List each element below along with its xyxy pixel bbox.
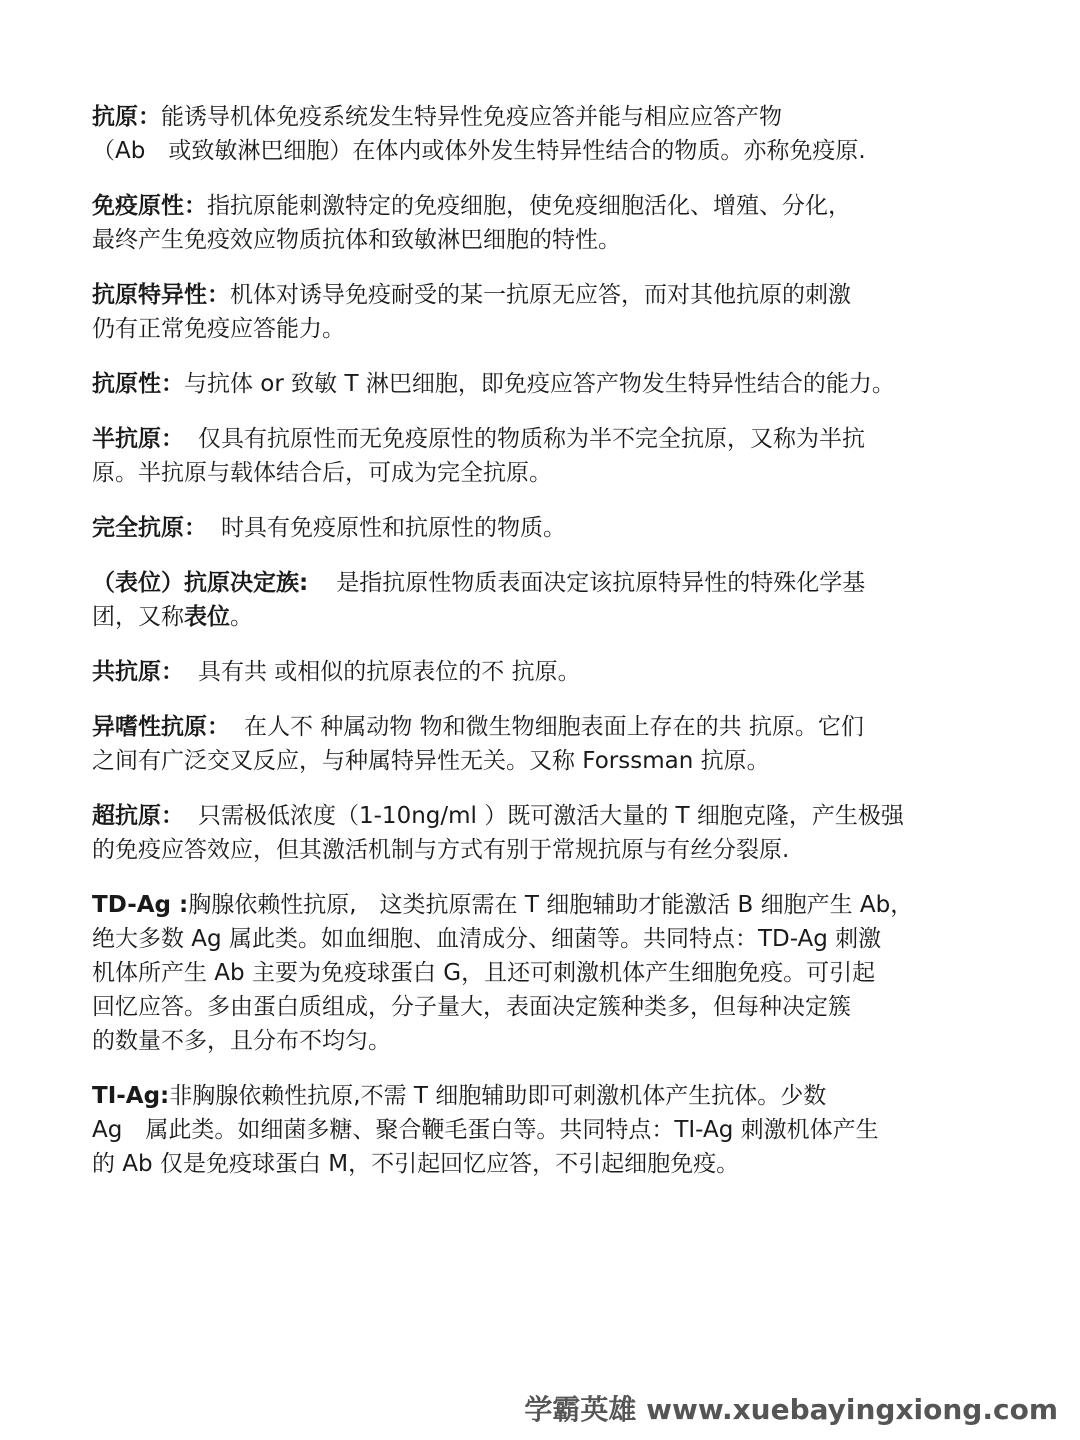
definition-text: 具有共 或相似的抗原表位的不 抗原。 <box>198 659 581 685</box>
definition-text: 时具有免疫原性和抗原性的物质。 <box>221 515 566 541</box>
definition-td-ag <box>92 888 1022 1058</box>
definition-text: 机体对诱导免疫耐受的某一抗原无应答，而对其他抗原的刺激 <box>230 282 851 308</box>
term-label: 异嗜性抗原： <box>92 714 230 740</box>
term-label: 超抗原： <box>92 803 184 829</box>
definition-text: （Ab 或致敏淋巴细胞）在体内或体外发生特异性结合的物质。亦称免疫原. <box>92 138 866 164</box>
definition-text: Ag 属此类。如细菌多糖、聚合鞭毛蛋白等。共同特点：TI-Ag 刺激机体产生 <box>92 1117 879 1143</box>
term-label: 抗原性： <box>92 371 184 397</box>
definition-text: 仅具有抗原性而无免疫原性的物质称为半不完全抗原，又称为半抗 <box>198 426 865 452</box>
term-label: 抗原： <box>92 104 161 130</box>
definition-text: 胸腺依赖性抗原, 这类抗原需在 T 细胞辅助才能激活 B 细胞产生 Ab， <box>188 892 914 918</box>
definition-text: 绝大多数 Ag 属此类。如血细胞、血清成分、细菌等。共同特点：TD-Ag 刺激 <box>92 926 882 952</box>
definition-heterophile-antigen <box>92 710 1022 778</box>
definition-text: 指抗原能刺激特定的免疫细胞，使免疫细胞活化、增殖、分化， <box>207 193 851 219</box>
definition-text: 仍有正常免疫应答能力。 <box>92 316 345 342</box>
term-label: TD-Ag : <box>92 892 189 918</box>
definition-text: 非胸腺依赖性抗原,不需 T 细胞辅助即可刺激机体产生抗体。少数 <box>169 1083 827 1109</box>
definition-common-antigen <box>92 655 1022 689</box>
definition-text: 的数量不多，且分布不均匀。 <box>92 1028 391 1054</box>
definition-epitope <box>92 566 1022 634</box>
definition-text: 在人不 种属动物 物和微生物细胞表面上存在的共 抗原。它们 <box>244 714 864 740</box>
term-label: 抗原特异性： <box>92 282 230 308</box>
definition-ti-ag <box>92 1079 1022 1181</box>
term-label: TI-Ag: <box>92 1083 170 1109</box>
definition-text: 机体所产生 Ab 主要为免疫球蛋白 G，且还可刺激机体产生细胞免疫。可引起 <box>92 960 876 986</box>
definition-hapten <box>92 422 1022 490</box>
definition-immunogenicity <box>92 189 1022 257</box>
term-label: （表位）抗原决定族: <box>92 570 309 596</box>
document-body <box>92 100 1022 1202</box>
term-label: 完全抗原： <box>92 515 207 541</box>
definition-antigen-specificity <box>92 278 1022 346</box>
site-watermark: 学霸英雄 www.xuebayingxiong.com <box>524 1393 1058 1426</box>
definition-text: 是指抗原性物质表面决定该抗原特异性的特殊化学基 <box>336 570 866 596</box>
definition-text: 的 Ab 仅是免疫球蛋白 M，不引起回忆应答，不引起细胞免疫。 <box>92 1151 740 1177</box>
term-label: 免疫原性： <box>92 193 207 219</box>
definition-text: 回忆应答。多由蛋白质组成，分子量大，表面决定簇种类多，但每种决定簇 <box>92 994 851 1020</box>
definition-text: 的免疫应答效应，但其激活机制与方式有别于常规抗原与有丝分裂原. <box>92 837 790 863</box>
definition-text: 与抗体 or 致敏 T 淋巴细胞，即免疫应答产物发生特异性结合的能力。 <box>184 371 895 397</box>
term-label: 表位 <box>184 604 230 630</box>
definition-superantigen <box>92 799 1022 867</box>
definition-text: 原。半抗原与载体结合后，可成为完全抗原。 <box>92 460 552 486</box>
definition-text: 只需极低浓度（1-10ng/ml ）既可激活大量的 T 细胞克隆，产生极强 <box>198 803 904 829</box>
definition-text: 团，又称 <box>92 604 184 630</box>
definition-complete-antigen <box>92 511 1022 545</box>
definition-text: 能诱导机体免疫系统发生特异性免疫应答并能与相应应答产物 <box>161 104 782 130</box>
definition-text: 。 <box>230 604 253 630</box>
definition-text: 之间有广泛交叉反应，与种属特异性无关。又称 Forssman 抗原。 <box>92 748 770 774</box>
term-label: 共抗原： <box>92 659 184 685</box>
definition-antigenicity <box>92 367 1022 401</box>
term-label: 半抗原： <box>92 426 184 452</box>
definition-text: 最终产生免疫效应物质抗体和致敏淋巴细胞的特性。 <box>92 227 621 253</box>
definition-antigen <box>92 100 1022 168</box>
